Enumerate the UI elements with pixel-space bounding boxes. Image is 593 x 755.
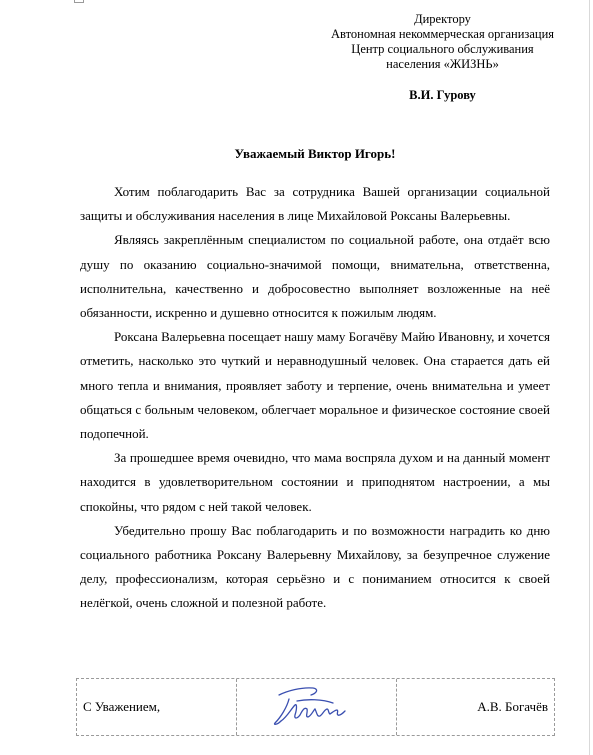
signature-cell-closing <box>77 679 237 735</box>
letter-body <box>80 180 550 616</box>
signature-cell-handwritten <box>237 679 397 735</box>
letter-paragraph: Являясь закреплённым специалистом по социальной работе, она отдаёт всю душу по оказанию социально-значимой помощи, внимательна, ответственна, исполнительна, качественно и добросовестно выполняет возложенные на неё обязанности, искренно и душевно относится к пожилым людям. <box>80 232 550 321</box>
addressee-block <box>300 12 585 72</box>
handwritten-signature <box>267 679 367 735</box>
letter-paragraph: Убедительно прошу Вас поблагодарить и по возможности наградить ко дню социального работника Роксану Валерьевну Михайлову, за безупречное служение делу, профессионализм, которая серьёзно и с пониманием относится к своей нелёгкой, очень сложной и полезной работе. <box>80 522 550 611</box>
addressee-line: населения «ЖИЗНЬ» <box>386 57 499 71</box>
addressee-line: Центр социального обслуживания <box>351 42 534 56</box>
signature-cell-signer <box>397 679 554 735</box>
closing-text: С Уважением, <box>83 699 161 714</box>
salutation: Уважаемый Виктор Игорь! <box>234 146 396 161</box>
letter-paragraph: Роксана Валерьевна посещает нашу маму Богачёву Майю Ивановну, и хочется отметить, насколько это чуткий и неравнодушный человек. Она старается дать ей много тепла и внимания, проявляет заботу и терпение, очень внимательна и умеет общаться с больным человеком, облегчает моральное и физическое состояние своей подопечной. <box>80 329 550 442</box>
letter-paragraph: Хотим поблагодарить Вас за сотрудника Вашей организации социальной защиты и обслуживания населения в лице Михайловой Роксаны Валерьевны. <box>80 184 550 224</box>
page-corner-marker <box>74 0 84 3</box>
addressee-line: Директору <box>414 12 471 26</box>
recipient-name: В.И. Гурову <box>409 88 476 102</box>
signature-table <box>76 678 555 736</box>
signer-name: А.В. Богачёв <box>477 699 548 714</box>
addressee-line: Автономная некоммерческая организация <box>330 27 555 41</box>
letter-paragraph: За прошедшее время очевидно, что мама воспряла духом и на данный момент находится в удовлетворительном состоянии и приподнятом настроении, а мы спокойны, что рядом с ней такой человек. <box>80 450 550 514</box>
